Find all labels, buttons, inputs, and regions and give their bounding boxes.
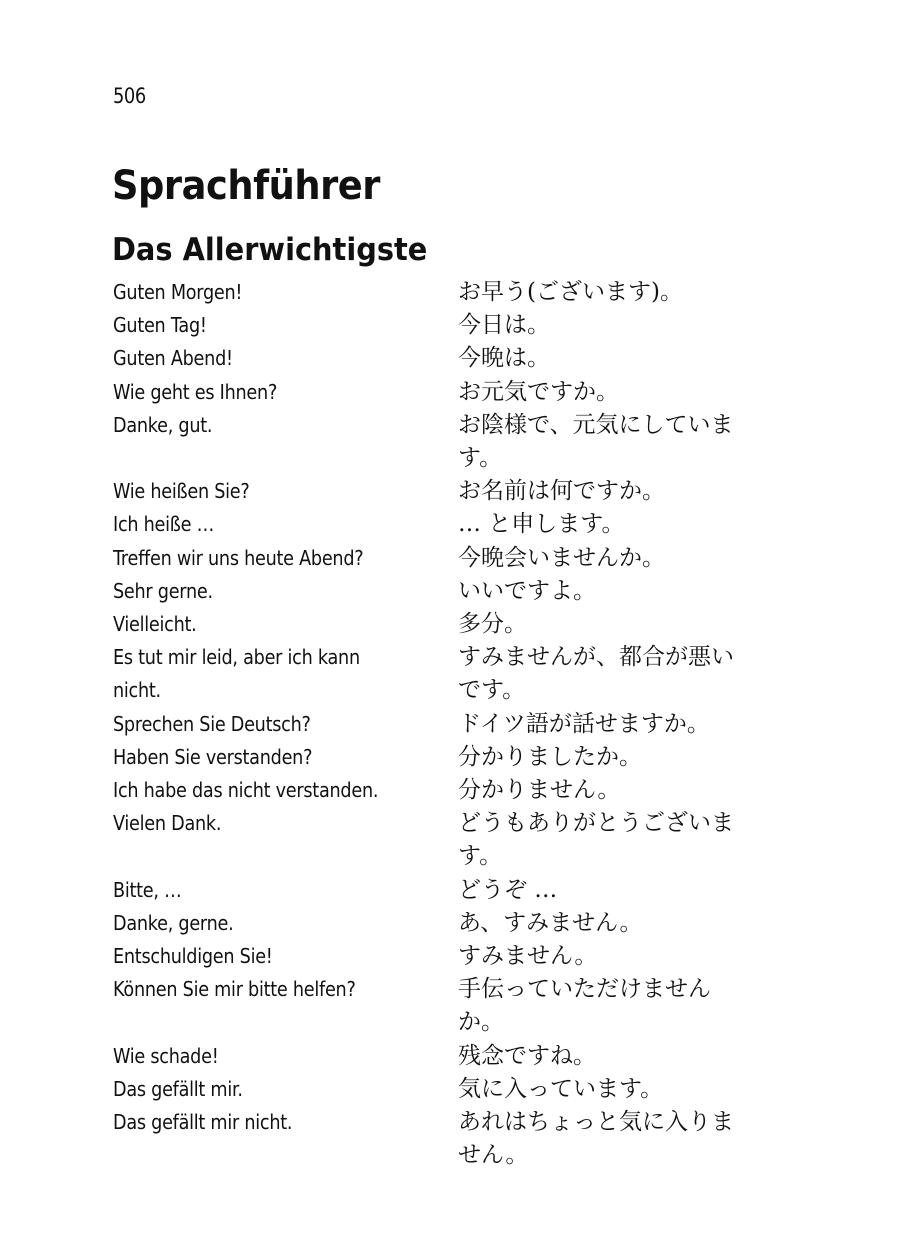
phrase-row	[113, 1073, 813, 1106]
german-line: Danke, gut.	[113, 412, 213, 437]
japanese-phrase	[458, 741, 788, 774]
german-phrase	[113, 342, 458, 375]
japanese-phrase	[458, 973, 788, 1039]
japanese-phrase	[458, 276, 788, 309]
german-phrase	[113, 542, 458, 575]
japanese-line: 多分。	[458, 611, 527, 638]
phrase-row	[113, 774, 813, 807]
german-line: Es tut mir leid, aber ich kann	[113, 645, 360, 670]
japanese-line: 今日は。	[458, 312, 550, 339]
german-phrase	[113, 1040, 458, 1073]
german-line: Das gefällt mir.	[113, 1076, 243, 1101]
japanese-phrase	[458, 940, 788, 973]
german-line: Sehr gerne.	[113, 578, 213, 603]
phrase-row	[113, 1106, 813, 1172]
german-phrase	[113, 276, 458, 309]
german-phrase	[113, 409, 458, 475]
phrase-row	[113, 409, 813, 475]
german-phrase	[113, 907, 458, 940]
japanese-line: どうぞ …	[458, 876, 558, 903]
german-line: Das gefällt mir nicht.	[113, 1110, 293, 1135]
japanese-line: 分かりましたか。	[458, 743, 642, 770]
japanese-phrase	[458, 708, 788, 741]
japanese-phrase	[458, 608, 788, 641]
phrase-row	[113, 608, 813, 641]
japanese-line: 今晩は。	[458, 345, 550, 372]
german-line: Sprechen Sie Deutsch?	[113, 711, 311, 736]
german-phrase	[113, 475, 458, 508]
german-phrase	[113, 1073, 458, 1106]
japanese-line: … と申します。	[458, 511, 625, 538]
japanese-phrase	[458, 575, 788, 608]
page-number: 506	[113, 84, 146, 108]
phrase-row	[113, 542, 813, 575]
german-line: Bitte, …	[113, 877, 182, 902]
japanese-line: いいですよ。	[458, 577, 596, 604]
japanese-phrase	[458, 774, 788, 807]
phrase-row	[113, 376, 813, 409]
german-line: Treffen wir uns heute Abend?	[113, 545, 364, 570]
japanese-line: せん。	[458, 1142, 529, 1169]
japanese-line: 今晩会いませんか。	[458, 544, 665, 571]
phrase-row	[113, 940, 813, 973]
phrase-table	[113, 276, 813, 1172]
japanese-line: あ、すみません。	[458, 909, 643, 936]
page-title: Sprachführer	[112, 163, 380, 209]
german-phrase	[113, 973, 458, 1039]
japanese-phrase	[458, 376, 788, 409]
german-phrase	[113, 940, 458, 973]
japanese-line: 分かりません。	[458, 777, 621, 804]
japanese-phrase	[458, 1040, 788, 1073]
german-phrase	[113, 376, 458, 409]
german-phrase	[113, 575, 458, 608]
phrase-row	[113, 973, 813, 1039]
phrase-row	[113, 508, 813, 541]
japanese-phrase	[458, 475, 788, 508]
japanese-phrase	[458, 409, 788, 475]
japanese-phrase	[458, 1073, 788, 1106]
japanese-line: す。	[458, 843, 503, 870]
japanese-line: すみませんが、都合が悪い	[458, 644, 734, 671]
german-line: Können Sie mir bitte helfen?	[113, 977, 356, 1002]
phrase-row	[113, 907, 813, 940]
german-line: Wie geht es Ihnen?	[113, 379, 278, 404]
japanese-line: ドイツ語が話せますか。	[458, 710, 710, 737]
japanese-line: か。	[458, 1009, 504, 1036]
japanese-line: どうもありがとうございま	[458, 810, 734, 837]
phrase-row	[113, 309, 813, 342]
japanese-phrase	[458, 508, 788, 541]
japanese-line: お陰様で、元気にしていま	[458, 411, 734, 438]
phrase-row	[113, 807, 813, 873]
german-phrase	[113, 641, 458, 707]
phrase-row	[113, 641, 813, 707]
japanese-line: です。	[458, 677, 526, 704]
japanese-line: す。	[458, 445, 503, 472]
japanese-phrase	[458, 907, 788, 940]
phrase-row	[113, 708, 813, 741]
japanese-line: 残念ですね。	[458, 1042, 596, 1069]
japanese-line: お元気ですか。	[458, 378, 619, 405]
japanese-line: すみません。	[458, 943, 598, 970]
german-phrase	[113, 608, 458, 641]
german-line: Ich habe das nicht verstanden.	[113, 778, 379, 803]
phrase-row	[113, 475, 813, 508]
japanese-line: お名前は何ですか。	[458, 478, 665, 505]
japanese-phrase	[458, 1106, 788, 1172]
german-phrase	[113, 1106, 458, 1172]
japanese-phrase	[458, 309, 788, 342]
german-line: Guten Abend!	[113, 346, 233, 371]
german-line: Danke, gerne.	[113, 910, 234, 935]
german-phrase	[113, 774, 458, 807]
japanese-phrase	[458, 542, 788, 575]
phrase-row	[113, 276, 813, 309]
german-line: Guten Morgen!	[113, 280, 243, 304]
phrase-row	[113, 1040, 813, 1073]
phrase-row	[113, 874, 813, 907]
japanese-phrase	[458, 874, 788, 907]
japanese-phrase	[458, 807, 788, 873]
phrase-row	[113, 575, 813, 608]
german-line: Vielleicht.	[113, 612, 197, 637]
german-line: nicht.	[113, 678, 161, 703]
japanese-line: 気に入っています。	[458, 1075, 664, 1102]
japanese-line: お早う(ございます)。	[458, 279, 683, 305]
section-heading: Das Allerwichtigste	[112, 232, 428, 268]
japanese-line: あれはちょっと気に入りま	[458, 1109, 734, 1136]
phrase-row	[113, 741, 813, 774]
phrase-row	[113, 342, 813, 375]
german-line: Ich heiße …	[113, 512, 214, 537]
german-line: Haben Sie verstanden?	[113, 744, 313, 769]
german-phrase	[113, 807, 458, 873]
german-line: Entschuldigen Sie!	[113, 944, 273, 969]
german-phrase	[113, 708, 458, 741]
german-phrase	[113, 508, 458, 541]
german-line: Guten Tag!	[113, 313, 207, 338]
japanese-phrase	[458, 641, 788, 707]
german-line: Wie heißen Sie?	[113, 479, 250, 504]
japanese-line: 手伝っていただけません	[458, 976, 711, 1003]
german-phrase	[113, 309, 458, 342]
german-line: Vielen Dank.	[113, 811, 222, 836]
german-phrase	[113, 741, 458, 774]
german-phrase	[113, 874, 458, 907]
german-line: Wie schade!	[113, 1043, 219, 1068]
japanese-phrase	[458, 342, 788, 375]
